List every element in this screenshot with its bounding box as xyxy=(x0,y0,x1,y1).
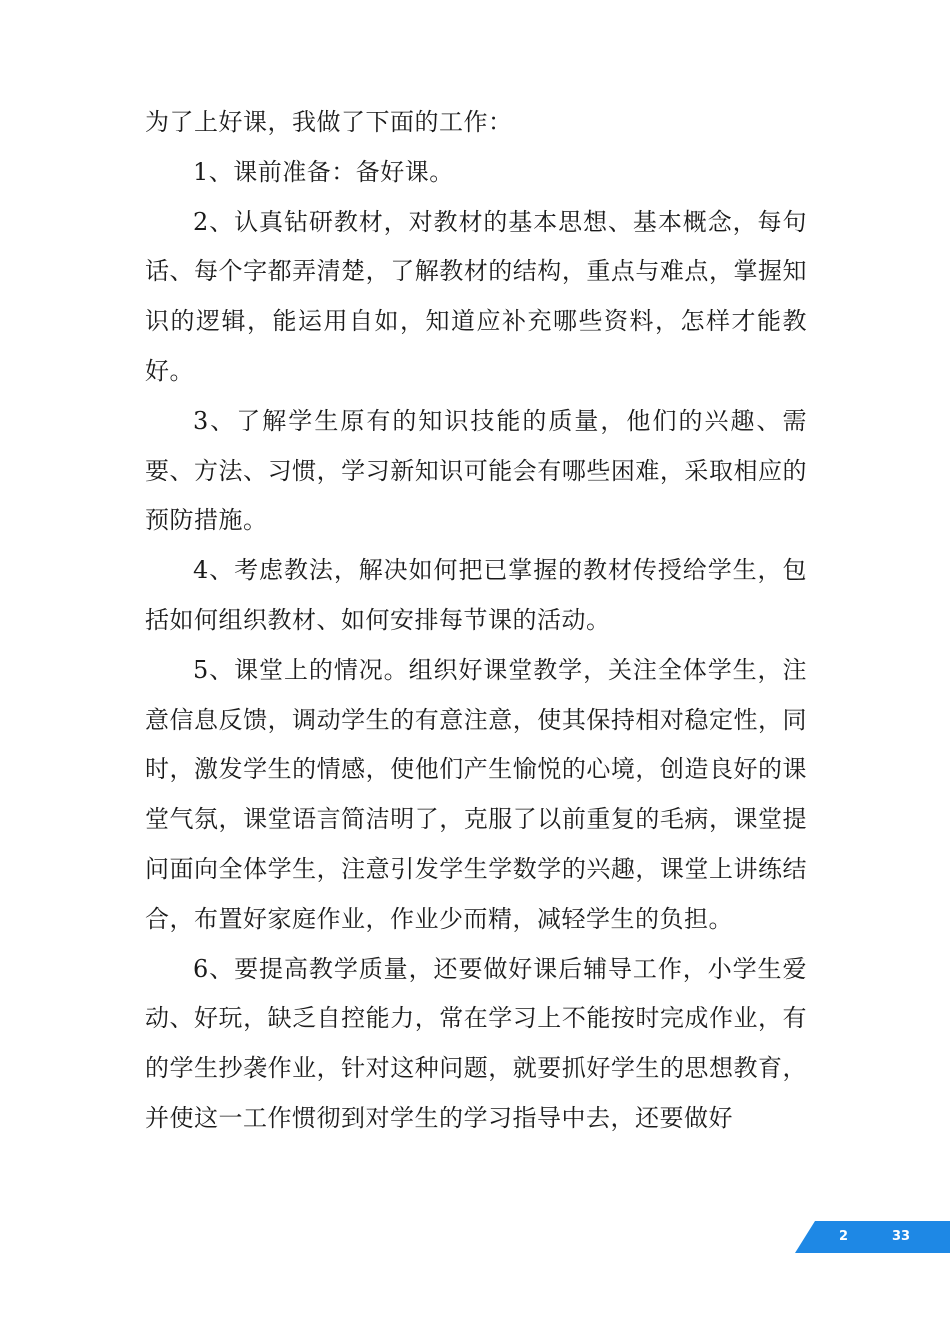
paragraph-intro: 为了上好课，我做了下面的工作： xyxy=(145,108,513,136)
paragraph-3: 3、了解学生原有的知识技能的质量，他们的兴趣、需要、方法、习惯，学习新知识可能会有哪些困难，采取相应的预防措施。 xyxy=(145,406,807,535)
paragraph-1: 1、课前准备：备好课。 xyxy=(193,157,454,186)
document-body xyxy=(145,98,807,1144)
page-total: 33 xyxy=(892,1229,911,1244)
page-footer-badge xyxy=(795,1221,950,1253)
page-number: 2 xyxy=(839,1229,849,1244)
paragraph-5: 5、课堂上的情况。组织好课堂教学，关注全体学生，注意信息反馈，调动学生的有意注意，使其保持相对稳定性，同时，激发学生的情感，使他们产生愉悦的心境，创造良好的课堂气氛，课堂语言简洁明了，克服了以前重复的毛病，课堂提问面向全体学生，注意引发学生学数学的兴趣，课堂上讲练结合，布置好家庭作业，作业少而精，减轻学生的负担。 xyxy=(145,655,807,933)
paragraph-4: 4、考虑教法，解决如何把已掌握的教材传授给学生，包括如何组织教材、如何安排每节课的活动。 xyxy=(145,556,807,634)
footer-badge-shape xyxy=(795,1221,950,1253)
paragraph-2: 2、认真钻研教材，对教材的基本思想、基本概念，每句话、每个字都弄清楚，了解教材的结构，重点与难点，掌握知识的逻辑，能运用自如，知道应补充哪些资料，怎样才能教好。 xyxy=(145,207,807,385)
paragraph-6: 6、要提高教学质量，还要做好课后辅导工作，小学生爱动、好玩，缺乏自控能力，常在学习上不能按时完成作业，有的学生抄袭作业，针对这种问题，就要抓好学生的思想教育，并使这一工作惯彻到对学生的学习指导中去，还要做好 xyxy=(145,954,807,1132)
